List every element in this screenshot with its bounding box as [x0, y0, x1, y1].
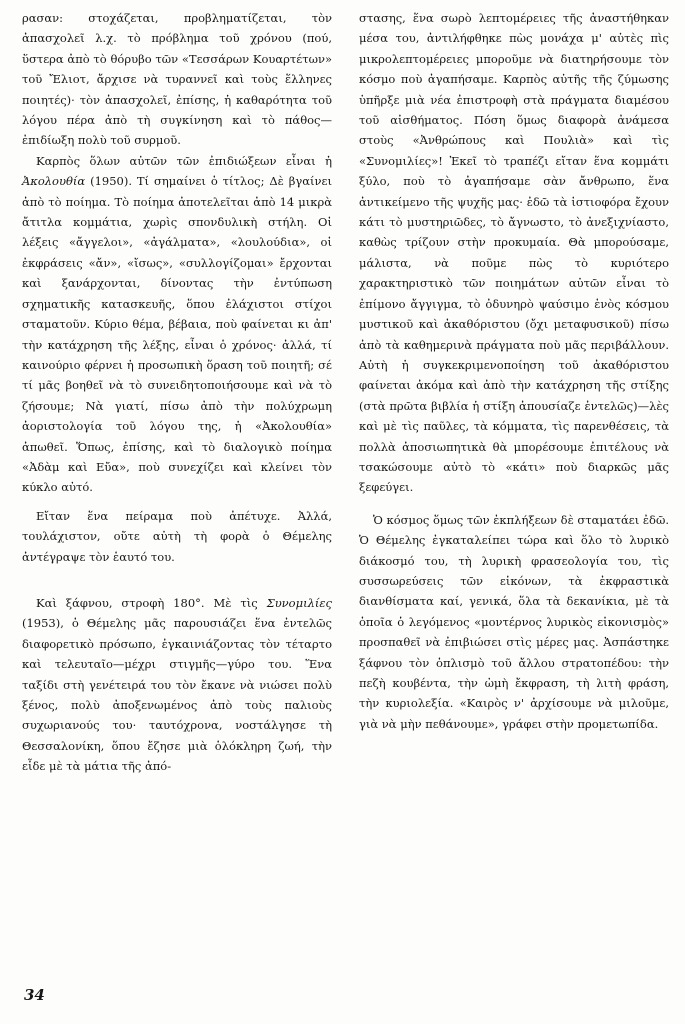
right-column [359, 8, 669, 734]
synomilies-text-before: Καὶ ξάφνου, στροφὴ 180°. Μὲ τὶς [36, 595, 267, 610]
paragraph-time-and-purity: ρασαν: στοχάζεται, προβληματίζεται, τὸν ἀπασχολεῖ λ.χ. τὸ πρόβλημα τοῦ χρόνου (πού, ὕστερα ἀπὸ τὸ θόρυβο τῶν «Τεσσάρων Κουαρτέτων» τοῦ Ἔλιοτ, ἄρχισε νὰ τυραννεῖ καὶ τοὺς ἕλληνες ποιητές)· τὸν ἀπασχολεῖ, ἐπίσης, ἡ καθαρότητα τοῦ λόγου πέρα ἀπὸ τὴ συγκίνηση καὶ τὸ πάθος—ἐπιδίωξη πολὺ τοῦ συρμοῦ. [22, 11, 332, 148]
title-synomilies: Συνομιλίες [266, 595, 332, 610]
paragraph-akolouthia [22, 151, 332, 498]
paragraph-return-to-things: στασης, ἕνα σωρὸ λεπτομέρειες τῆς ἀναστήθηκαν μέσα του, ἀντιλήφθηκε πὼς μονάχα μ' αὐτὲς πὶς μικρολεπτομέρειες μποροῦμε νὰ διατηρήσουμε τὸν κόσμο ποὺ ἀγαπήσαμε. Καρπὸς αὐτῆς τῆς ζύμωσης ὑπῆρξε μιὰ νέα ἐπιστροφὴ στὰ πράγματα διαμέσου τοῦ αἰσθήματος. Πόση ὅμως διαφορὰ ἀνάμεσα στοὺς «Ἀνθρώπους καὶ Πουλιὰ» καὶ τὶς «Συνομιλίες»! Ἐκεῖ τὸ τραπέζι εἴταν ἕνα κομμάτι ξύλο, ποὺ τὸ ἀγαπήσαμε σὰν ἄνθρωπο, ἕνα ἀντικείμενο τῆς ψυχῆς μας· ἐδῶ τὰ ἱστιοφόρα ἔχουν κάτι τὸ μυστηριῶδες, τὸ ἄγνωστο, τὸ ἀνεξιχνίαστο, καθὼς τρίζουν στὴν προκυμαία. Θὰ μπορούσαμε, μάλιστα, νὰ ποῦμε πὼς τὸ κυριότερο χαρακτηριστικὸ τῶν ποιημάτων αὐτῶν εἶναι τὸ ἐπίμονο ἄγγιγμα, τὸ ὀδυνηρὸ ψαύσιμο ἑνὸς κόσμου μυστικοῦ καὶ ἀκαθόριστου (ὄχι μεταφυσικοῦ) πίσω ἀπὸ τὰ καθημερινὰ πράγματα ποὺ μᾶς περιβάλλουν. Αὐτὴ ἡ συγκεκριμενοποίηση τοῦ ἀκαθόριστου φαίνεται ἀκόμα καὶ ἀπὸ τὴν κατάχρηση τῆς στίξης (στὰ πρῶτα βιβλία ἡ στίξη ἀπουσίαζε ἐντελῶς)—λὲς καὶ μὲ τὶς παῦλες, τὰ κόμματα, τὶς παρενθέσεις, τὰ πολλὰ ἀποσιωπητικὰ θὰ μπορέσουμε ἐπιτέλους νὰ τσακώσουμε αὐτὸ τὸ «κάτι» ποὺ διαρκῶς μᾶς ξεφεύγει. [359, 11, 669, 495]
paragraph-synomilies [22, 593, 332, 777]
paragraph-failed-experiment: Εἴταν ἕνα πείραμα ποὺ ἀπέτυχε. Ἀλλά, τουλάχιστον, οὔτε αὐτὴ τὴ φορὰ ὁ Θέμελης ἀντέγραψε τὸν ἑαυτό του. [22, 508, 332, 564]
left-column [22, 8, 332, 777]
synomilies-text-after: (1953), ὁ Θέμελης μᾶς παρουσιάζει ἕνα ἐντελῶς διαφορετικὸ πρόσωπο, ἐγκαινιάζοντας τὸν τέταρτο καὶ τελευταῖο—μέχρι στιγμῆς—γύρο του. Ἕνα ταξίδι στὴ γενέτειρά του τὸν ἔκανε νὰ νιώσει πολὺ ξένος, πολὺ ἀποξενωμένος ἀπὸ τοὺς παλιοὺς συχωριανούς του· ταυτόχρονα, νοστάλγησε τὴ Θεσσαλονίκη, ὅπου ἔζησε μιὰ ὁλόκληρη ζωή, τὴν εἶδε μὲ τὰ μάτια τῆς ἀπό- [22, 616, 332, 774]
paragraph-world-of-surprises: Ὁ κόσμος ὅμως τῶν ἐκπλήξεων δὲ σταματάει ἐδῶ. Ὁ Θέμελης ἐγκαταλείπει τώρα καὶ ὅλο τὸ λυρικὸ διάκοσμό του, τὴ λυρικὴ φρασεολογία του, τὶς συσσωρεύσεις τῶν εἰκόνων, τὰ ἐκφραστικὰ διανθίσματα καί, γενικά, ὅλα τὰ δεκανίκια, μὲ τὰ ὁποῖα ὁ λεγόμενος «μοντέρνος λυρικὸς εἰκονισμὸς» προσπαθεῖ νὰ ἐπιβιώσει στὶς μέρες μας. Ἀσπάστηκε ξάφνου τὸν ὁπλισμὸ τοῦ ἄλλου στρατοπέδου: τὴν πεζὴ κουβέντα, τὴν ὠμὴ ἔκφραση, τὴ λιτὴ φράση, τὴν κυριολεξία. «Καιρὸς ν' ἀρχίσουμε νὰ μιλοῦμε, γιὰ νὰ μὴν πεθάνουμε», γράφει στὴν προμετωπίδα. [359, 512, 670, 731]
akolouthia-text-after: (1950). Τί σημαίνει ὁ τίτλος; Δὲ βγαίνει ἀπὸ τὸ ποίημα. Τὸ ποίημα ἀποτελεῖται ἀπὸ 14 μικρὰ ἄτιτλα κομμάτια, χωρὶς σπονδυλικὴ στήλη. Οἱ λέξεις «ἄγγελοι», «ἀγάλματα», «λουλούδια», οἱ ἐκφράσεις «ἄν», «ἴσως», «συλλογίζομαι» ἔρχονται καὶ ξανάρχονται, δίνοντας τὴν ἐντύπωση σχηματικῆς κατασκευῆς, ὅπου ἐλάχιστοι στίχοι σταματοῦν. Κύριο θέμα, βέβαια, ποὺ φαίνεται κι ἀπ' τὴν κατάχρηση τῆς λέξης, εἶναι ὁ χρόνος· ἀλλά, τί καινούριο φέρνει ἡ προσωπικὴ ὅραση τοῦ ποιητῆ; σέ τί μᾶς βοηθεῖ νὰ τὸ συνειδητοποιήσουμε καὶ νὰ τὸ ζήσουμε; Νὰ γιατί, πίσω ἀπὸ τὴν πολύχρωμη ἀοριστολογία τοῦ λόγου της, ἡ «Ἀκολουθία» ἀπωθεῖ. Ὅπως, ἐπίσης, καὶ τὸ διαλογικὸ ποίημα «Ἀδὰμ καὶ Εὔα», ποὺ συνεχίζει καὶ κλείνει τὸν κύκλο αὐτό. [22, 174, 332, 495]
akolouthia-text-before: Καρπὸς ὅλων αὐτῶν τῶν ἐπιδιώξεων εἶναι ἡ [36, 153, 332, 168]
title-akolouthia: Ἀκολουθία [22, 174, 86, 189]
page-number: 34 [24, 986, 45, 1004]
text-columns [22, 8, 669, 777]
